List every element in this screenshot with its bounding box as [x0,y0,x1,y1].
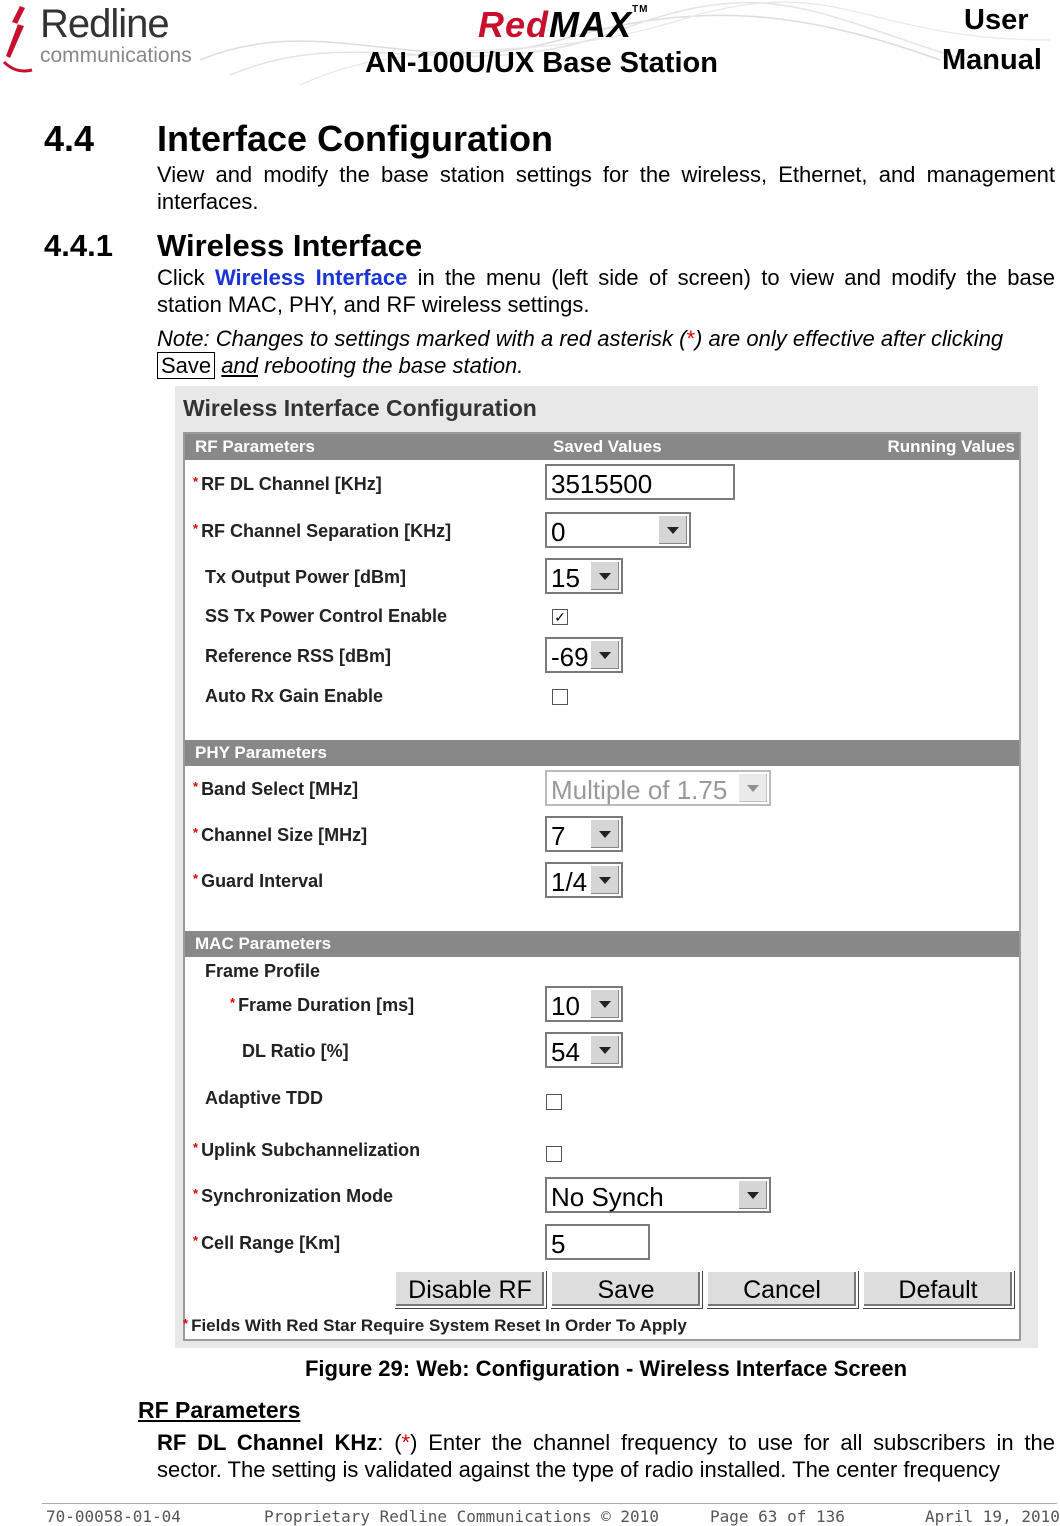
manual-label-line1: User [964,4,1029,36]
mac-band-label: MAC Parameters [195,934,332,953]
select-value: No Synch [551,1182,664,1212]
channel-size-label [193,825,367,846]
label-text: Cell Range [Km] [201,1233,341,1253]
required-star: * [183,1316,189,1331]
brand-tm: TM [632,4,649,15]
ss-tx-power-checkbox[interactable]: ✓ [552,609,568,625]
redmax-brand [478,4,648,46]
ss-tx-power-label: SS Tx Power Control Enable [205,606,448,626]
chevron-down-icon[interactable] [589,562,619,590]
chevron-down-icon[interactable] [589,820,619,848]
band-select-label [193,779,358,800]
chevron-down-icon[interactable] [657,516,687,544]
select-value: 10 [551,991,580,1021]
wireless-interface-link[interactable]: Wireless Interface [214,265,408,290]
select-value: 7 [551,821,566,851]
label-text: Channel Size [MHz] [201,825,368,845]
cell-range-input[interactable]: 5 [545,1224,650,1260]
cell-range-label [193,1233,340,1254]
brand-red-part: Red [478,4,550,45]
saved-values-label: Saved Values [553,437,662,456]
channel-size-select[interactable] [545,816,623,852]
uplink-subchannelization-checkbox[interactable] [546,1146,562,1162]
footer-date: April 19, 2010 [925,1507,1060,1526]
note-text: Note: Changes to settings marked with a red asterisk ( [157,326,687,351]
section-intro: View and modify the base station settings for the wireless, Ethernet, and management interfaces. [157,162,1055,214]
footer-proprietary: Proprietary Redline Communications © 2010 [264,1507,659,1526]
select-value: -69 [551,642,589,672]
note-paragraph [157,325,1055,379]
label-text: Band Select [MHz] [201,779,359,799]
select-value: 0 [551,517,566,547]
phy-parameters-band [185,740,1019,766]
rf-band-label: RF Parameters [195,437,316,456]
frame-profile-label: Frame Profile [205,961,321,981]
frame-duration-select[interactable] [545,986,623,1022]
subsection-number: 4.4.1 [44,228,113,263]
required-star: * [193,779,199,794]
term: RF DL Channel KHz [157,1430,378,1455]
tx-output-power-select[interactable] [545,558,623,594]
guard-interval-select[interactable] [545,862,623,898]
disable-rf-button[interactable]: Disable RF [394,1270,546,1308]
label-text: RF Channel Separation [KHz] [201,521,452,541]
rf-parameters-heading: RF Parameters [138,1397,301,1423]
figure-caption: Figure 29: Web: Configuration - Wireless Interface Screen [304,1356,908,1381]
required-star: * [193,825,199,840]
label-text: RF DL Channel [KHz] [201,474,382,494]
footer-rule [42,1503,1057,1504]
footer-page-number: Page 63 of 136 [710,1507,845,1526]
label-text: Frame Duration [ms] [238,995,415,1015]
rf-dl-channel-input[interactable]: 3515500 [545,464,735,500]
desc-text: : ( [377,1430,402,1455]
section-title: Interface Configuration [157,118,554,159]
dl-ratio-label: DL Ratio [%] [242,1041,349,1061]
rf-parameters-band [185,434,1019,460]
adaptive-tdd-label: Adaptive TDD [205,1088,324,1108]
redline-logo-icon [2,4,36,74]
wireless-interface-screenshot [175,386,1038,1348]
note-and: and [221,353,258,378]
auto-rx-gain-checkbox[interactable] [552,689,568,705]
mac-parameters-band [185,931,1019,957]
chevron-down-icon[interactable] [589,866,619,894]
guard-interval-label [193,871,323,892]
note-asterisk: * [686,326,696,351]
chevron-down-icon[interactable] [589,1036,619,1064]
note-text: rebooting the base station. [258,353,524,378]
required-star: * [193,1233,199,1248]
phy-band-label: PHY Parameters [195,743,327,762]
logo-wordmark: Redline [40,2,169,46]
auto-rx-gain-label: Auto Rx Gain Enable [205,686,384,706]
required-star: * [230,995,236,1010]
screen-title: Wireless Interface Configuration [183,395,537,421]
desc-asterisk: * [401,1430,411,1455]
required-star: * [193,521,199,536]
subsection-title: Wireless Interface [157,228,423,263]
para-text: Click [157,265,215,290]
label-text: Uplink Subchannelization [201,1140,421,1160]
select-value: 15 [551,563,580,593]
rf-dl-channel-label [193,474,382,495]
label-text: Synchronization Mode [201,1186,394,1206]
required-star: * [193,871,199,886]
manual-label-line2: Manual [942,44,1042,76]
reference-rss-select[interactable] [545,637,623,673]
band-select-dropdown [545,770,771,806]
label-text: Guard Interval [201,871,324,891]
chevron-down-icon [737,774,767,802]
desc-text: ) Enter the channel frequency to use for all subscribers in the sector. The setting is validated against the type of radio installed. The center frequency [157,1430,1055,1482]
chevron-down-icon[interactable] [737,1181,767,1209]
default-button[interactable]: Default [862,1270,1014,1308]
reference-rss-label: Reference RSS [dBm] [205,646,392,666]
rf-dl-channel-description [157,1429,1055,1483]
para-text: in the menu (left side of screen) to view and modify the base station MAC, PHY, and RF wireless settings. [157,265,1055,317]
subsection-paragraph [157,264,1055,318]
chevron-down-icon[interactable] [589,990,619,1018]
reset-footnote [183,1316,687,1336]
select-value: 1/4 [551,867,588,897]
synchronization-mode-label [193,1186,393,1207]
footnote-text: Fields With Red Star Require System Reset In Order To Apply [191,1316,687,1335]
required-star: * [193,1186,199,1201]
frame-duration-label [230,995,414,1016]
config-panel [183,432,1021,1341]
chevron-down-icon[interactable] [589,641,619,669]
running-values-label: Running Values [887,437,1015,456]
select-value: 54 [551,1037,580,1067]
adaptive-tdd-checkbox[interactable] [546,1094,562,1110]
tx-output-power-label: Tx Output Power [dBm] [205,567,406,587]
rf-channel-separation-label [193,521,451,542]
dl-ratio-select[interactable] [545,1032,623,1068]
uplink-subchannelization-label [193,1140,420,1161]
product-title: AN-100U/UX Base Station [365,47,718,79]
footer-doc-id: 70-00058-01-04 [46,1507,181,1526]
brand-black-part: MAX [549,4,633,45]
logo-subtitle: communications [40,44,192,67]
note-save-label: Save [157,352,215,379]
section-number: 4.4 [44,118,95,159]
note-text: ) are only effective after clicking [695,326,1004,351]
select-value: Multiple of 1.75 [551,775,728,805]
save-button[interactable]: Save [550,1270,702,1308]
required-star: * [193,474,199,489]
synchronization-mode-select[interactable] [545,1177,771,1213]
cancel-button[interactable]: Cancel [706,1270,858,1308]
rf-channel-separation-select[interactable] [545,512,691,548]
required-star: * [193,1140,199,1155]
